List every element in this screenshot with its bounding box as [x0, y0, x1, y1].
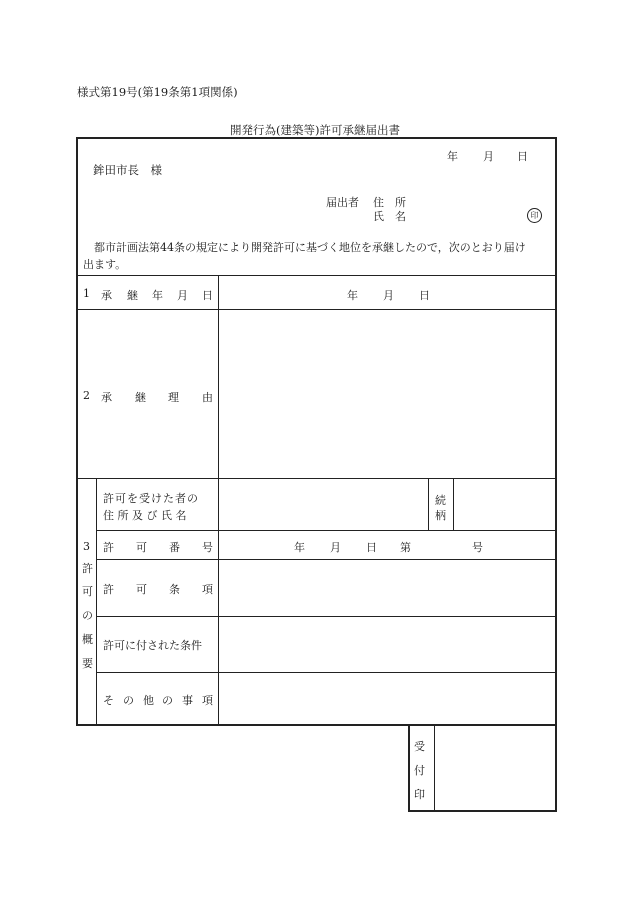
holder-address-name-field[interactable]	[219, 479, 428, 530]
reception-stamp-field[interactable]	[435, 724, 555, 810]
rule-side-column	[96, 478, 97, 725]
relation-field[interactable]	[454, 479, 556, 530]
row1-number: 1	[83, 287, 90, 300]
conditions-label: 許可に付された条件	[103, 639, 202, 652]
permit-item-field[interactable]	[219, 560, 556, 616]
permit-number-field[interactable]	[219, 531, 556, 559]
row3-number: 3	[83, 540, 90, 553]
applicant-label: 届出者	[326, 196, 359, 209]
succession-date-field[interactable]	[219, 276, 556, 309]
holder-label-line-2: 住 所 及 び 氏 名	[103, 509, 187, 522]
statement-line-2: 出ます。	[83, 258, 127, 271]
recipient: 鉾田市長 様	[93, 163, 162, 177]
conditions-field[interactable]	[219, 617, 556, 672]
succession-reason-field[interactable]	[219, 310, 556, 478]
seal-mark: 印	[527, 208, 542, 223]
rule-relation-left	[428, 478, 429, 530]
document-title: 開発行為(建築等)許可承継届出書	[230, 123, 400, 137]
other-matters-field[interactable]	[219, 673, 556, 724]
row2-number: 2	[83, 389, 90, 402]
address-label: 住 所	[373, 196, 406, 209]
statement-line-1: 都市計画法第44条の規定により開発許可に基づく地位を承継したので，次のとおり届け	[94, 241, 526, 254]
name-label: 氏 名	[373, 210, 406, 223]
holder-label-line-1: 許可を受けた者の	[103, 492, 199, 505]
form-number: 様式第19号(第19条第1項関係)	[77, 85, 238, 99]
